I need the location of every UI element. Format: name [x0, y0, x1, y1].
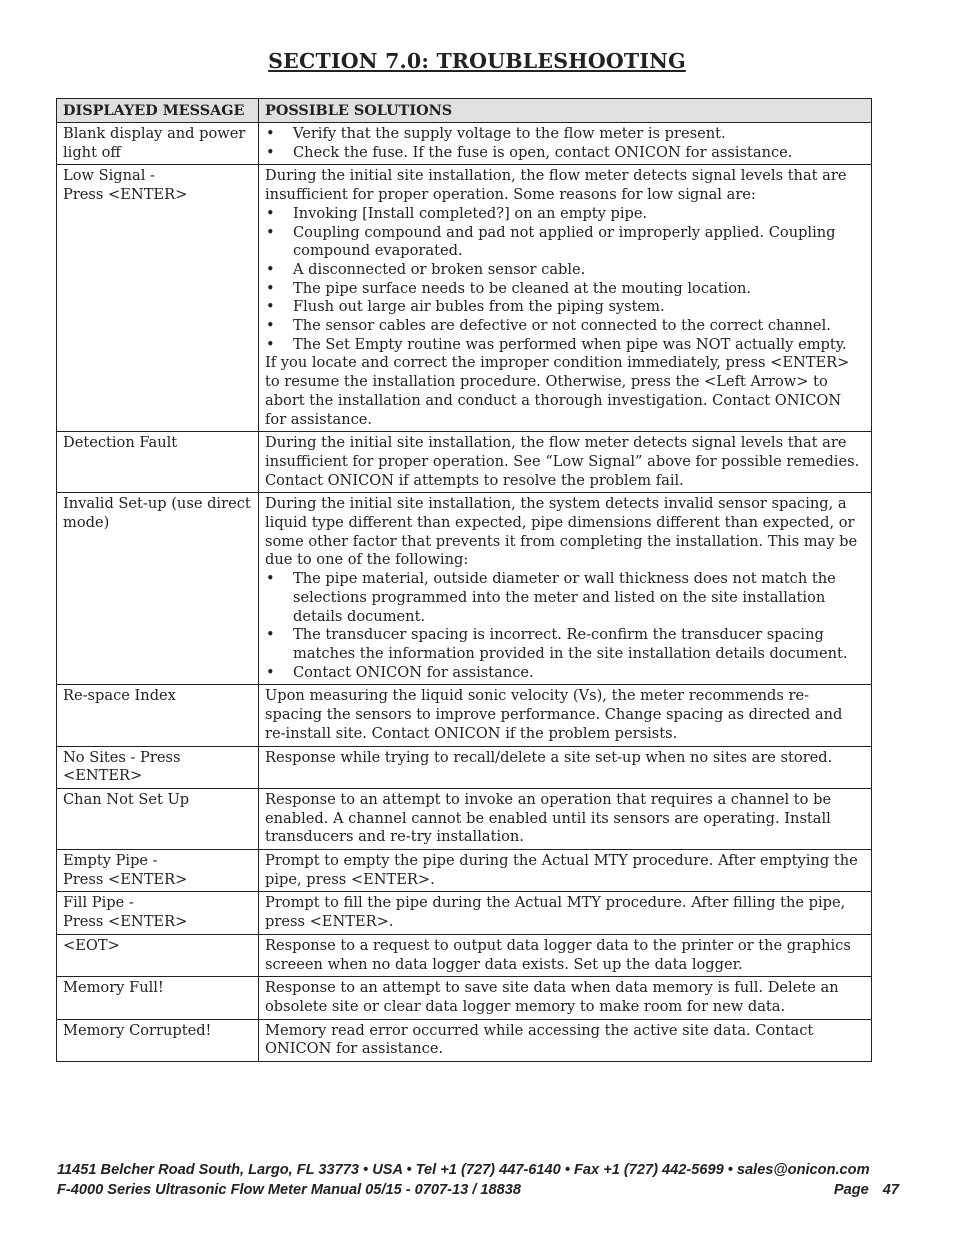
solution-bullet-item: • Coupling compound and pad not applied or improperly applied. Coupling compound evaporated.	[265, 224, 865, 261]
table-row	[57, 788, 872, 849]
solution-text: Prompt to fill the pipe during the Actual MTY procedure. After filling the pipe, press <ENTER>.	[265, 894, 846, 931]
possible-solutions-cell	[259, 165, 872, 432]
solution-text: Response to an attempt to invoke an operation that requires a channel to be enabled. A channel cannot be enabled until its sensors are operating. Install transducers and re-try installation.	[265, 790, 832, 846]
table-row	[57, 892, 872, 934]
possible-solutions-cell	[259, 850, 872, 892]
page-number-group	[820, 1182, 899, 1198]
possible-solutions-cell	[259, 685, 872, 746]
solution-text: Prompt to empty the pipe during the Actual MTY procedure. After emptying the pipe, press <ENTER>.	[265, 852, 858, 888]
solution-text: During the initial site installation, the system detects invalid sensor spacing, a liquid type different than expected, pipe dimensions different than expected, or some other factor that prevents it from completing the installation. This may be due to one of the following:	[265, 495, 858, 569]
solution-bullet-item: • Flush out large air bubles from the piping system.	[265, 298, 865, 317]
displayed-message-cell: Empty Pipe - Press <ENTER>	[57, 850, 259, 892]
footer-manual-title: F-4000 Series Ultrasonic Flow Meter Manual 05/15 - 0707-13 / 18838	[57, 1182, 521, 1198]
displayed-message-cell: Memory Full!	[57, 977, 259, 1019]
table-row	[57, 746, 872, 788]
solution-bullet-item: • The Set Empty routine was performed when pipe was NOT actually empty.	[265, 336, 865, 355]
displayed-message-cell: No Sites - Press <ENTER>	[57, 746, 259, 788]
table-row	[57, 493, 872, 685]
solution-text: Response to an attempt to save site data when data memory is full. Delete an obsolete site or clear data logger memory to make room for new data.	[265, 979, 839, 1015]
table-row	[57, 432, 872, 493]
solution-text: Response to a request to output data logger data to the printer or the graphics screeen when no data logger data exists. Set up the data logger.	[265, 936, 851, 973]
solution-bullet-list	[265, 205, 865, 355]
possible-solutions-cell	[259, 432, 872, 493]
displayed-message-cell: Low Signal - Press <ENTER>	[57, 165, 259, 432]
solution-bullet-item: • Invoking [Install completed?] on an empty pipe.	[265, 205, 865, 224]
displayed-message-cell: Re-space Index	[57, 685, 259, 746]
possible-solutions-cell	[259, 1019, 872, 1061]
table-row	[57, 977, 872, 1019]
displayed-message-cell: Fill Pipe - Press <ENTER>	[57, 892, 259, 934]
header-displayed-message: DISPLAYED MESSAGE	[57, 99, 259, 123]
solution-text: Upon measuring the liquid sonic velocity (Vs), the meter recommends re-spacing the sensors to improve performance. Change spacing as directed and re-install site. Contact ONICON if the problem persists.	[265, 687, 843, 742]
table-row	[57, 685, 872, 746]
solution-text: During the initial site installation, the flow meter detects signal levels that are insufficient for proper operation. See “Low Signal” above for possible remedies. Contact ONICON if attempts to resolve the problem fail.	[265, 434, 860, 489]
solution-bullet-list	[265, 570, 865, 682]
table-row	[57, 850, 872, 892]
footer-manual-line	[57, 1182, 899, 1198]
troubleshooting-table	[56, 98, 872, 1062]
table-row	[57, 934, 872, 976]
possible-solutions-cell	[259, 977, 872, 1019]
table-row	[57, 165, 872, 432]
footer-address: 11451 Belcher Road South, Largo, FL 33773 • USA • Tel +1 (727) 447-6140 • Fax +1 (727) 442-5699 • sales@onicon.com	[57, 1162, 870, 1178]
solution-bullet-item: • Verify that the supply voltage to the flow meter is present.	[265, 125, 865, 144]
solution-bullet-item: • The sensor cables are defective or not connected to the correct channel.	[265, 317, 865, 336]
solution-bullet-item: • The pipe surface needs to be cleaned at the mouting location.	[265, 280, 865, 299]
page-title: SECTION 7.0: TROUBLESHOOTING	[268, 49, 686, 73]
displayed-message-cell: Invalid Set-up (use direct mode)	[57, 493, 259, 685]
solution-bullet-list	[265, 125, 865, 162]
table-header-row	[57, 99, 872, 123]
displayed-message-cell: Detection Fault	[57, 432, 259, 493]
possible-solutions-cell	[259, 788, 872, 849]
solution-text: Memory read error occurred while accessing the active site data. Contact ONICON for assistance.	[265, 1021, 814, 1058]
solution-bullet-item: • A disconnected or broken sensor cable.	[265, 261, 865, 280]
possible-solutions-cell	[259, 934, 872, 976]
displayed-message-cell: <EOT>	[57, 934, 259, 976]
solution-text: Response while trying to recall/delete a site set-up when no sites are stored.	[265, 748, 833, 766]
displayed-message-cell: Chan Not Set Up	[57, 788, 259, 849]
page-number: 47	[882, 1182, 899, 1198]
possible-solutions-cell	[259, 493, 872, 685]
solution-bullet-item: • Check the fuse. If the fuse is open, contact ONICON for assistance.	[265, 144, 865, 163]
page-label: Page	[833, 1182, 869, 1198]
solution-text: During the initial site installation, the flow meter detects signal levels that are insufficient for proper operation. Some reasons for low signal are:	[265, 167, 847, 204]
solution-bullet-item: • The transducer spacing is incorrect. Re-confirm the transducer spacing matches the information provided in the site installation details document.	[265, 626, 865, 663]
possible-solutions-cell	[259, 892, 872, 934]
displayed-message-cell: Memory Corrupted!	[57, 1019, 259, 1061]
solution-bullet-item: • The pipe material, outside diameter or wall thickness does not match the selections programmed into the meter and listed on the site installation details document.	[265, 570, 865, 626]
table-row	[57, 1019, 872, 1061]
possible-solutions-cell	[259, 746, 872, 788]
possible-solutions-cell	[259, 123, 872, 165]
header-possible-solutions: POSSIBLE SOLUTIONS	[259, 99, 872, 123]
solution-bullet-item: • Contact ONICON for assistance.	[265, 664, 865, 683]
displayed-message-cell: Blank display and power light off	[57, 123, 259, 165]
solution-text-followup: If you locate and correct the improper condition immediately, press <ENTER> to resume the installation procedure. Otherwise, press the <Left Arrow> to abort the installation and conduct a thorough investigation. Contact ONICON for assistance.	[265, 354, 850, 428]
table-row	[57, 123, 872, 165]
